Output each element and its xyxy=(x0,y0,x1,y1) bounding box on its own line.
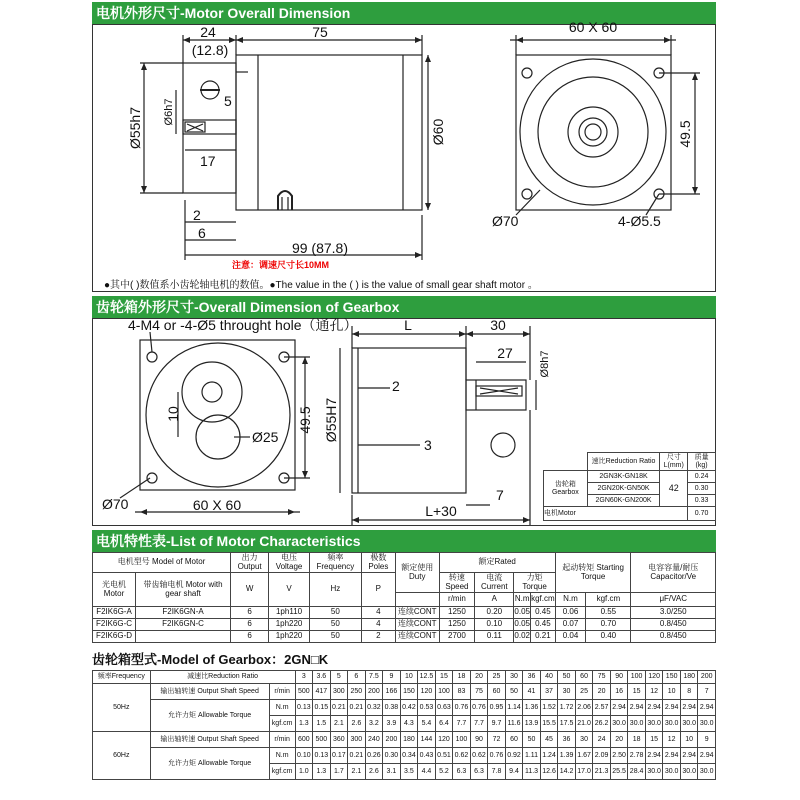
dim-4-5-5: 4-Ø5.5 xyxy=(618,213,661,229)
gearbox-model-table: 频率Frequency 减速比Reduction Ratio 3 3.6 5 6 7.5 9 10 12.5 15 18 20 25 30 36 40 50 60 75 90 100 120 150 180 200 50Hz 输出轴转速 Output Shaft Speed r/min 500 417 300 250 200 166 150 120 100 83 75 60 50 41 37 30 25 20 16 15 12 10 8 7 允许力矩 Allowable Torque N.m 0.13 0.15 0.21 0.21 0.32 0.38 0.42 0.53 0.63 0.76 0.76 0.95 1.14 1.36 1.52 1.72 2.06 2.57 2.94 2.94 2.94 2.94 2.94 2.94 kgf.cm 1.3 1.5 2.1 2.6 3.2 3.9 4.3 5.4 6.4 7.7 7.7 9.7 11.6 13.9 15.5 17.5 21.0 26.2 30.0 30.0 30.0 30.0 30.0 30.0 60Hz 输出轴转速 Output Shaft Speed r/min 600 500 360 300 240 200 180 144 120 100 90 72 60 50 45 36 30 24 20 18 15 12 10 9 允许力矩 Allowable Torque N.m 0.10 0.13 0.17 0.21 0.26 0.30 0.34 0.43 0.51 0.62 0.62 0.76 0.92 1.11 1.24 1.39 1.67 2.09 2.50 2.78 2.94 2.94 2.94 2.94 kgf.cm 1.0 1.3 1.7 2.1 2.6 3.1 3.5 4.4 5.2 6.3 6.3 7.8 9.4 11.3 12.6 14.2 17.0 21.3 25.5 28.4 30.0 30.0 30.0 30.0 xyxy=(92,670,716,780)
section3-title: 电机特性表-List of Motor Characteristics xyxy=(92,530,716,552)
dim-L30: L+30 xyxy=(425,503,457,519)
dim-30: 30 xyxy=(490,317,506,333)
dim-10: 10 xyxy=(165,406,181,422)
gearbox-ratio-table: 速比Reduction Ratio 尺寸 L(mm) 质量 (kg) 齿轮箱 Gearbox 2GN3K-GN18K 42 0.24 2GN20K-GN50K 0.30 2GN60K-GN200K 0.33 电机Motor 0.70 xyxy=(543,452,716,521)
dim-2: 2 xyxy=(193,207,201,223)
gearbox-torque-nm-row: 允许力矩 Allowable Torque N.m 0.10 0.13 0.17 0.21 0.26 0.30 0.34 0.43 0.51 0.62 0.62 0.76 0.92 1.11 1.24 1.39 1.67 2.09 2.50 2.78 2.94 2.94 2.94 2.94 xyxy=(93,748,716,764)
gearbox-torque-nm-row: 允许力矩 Allowable Torque N.m 0.13 0.15 0.21 0.21 0.32 0.38 0.42 0.53 0.63 0.76 0.76 0.95 1.14 1.36 1.52 1.72 2.06 2.57 2.94 2.94 2.94 2.94 2.94 2.94 xyxy=(93,700,716,716)
dim-5: 5 xyxy=(224,93,232,109)
dim-49-5: 49.5 xyxy=(677,120,693,148)
dim-27: 27 xyxy=(497,345,513,361)
motor-characteristics-table: 电机型号 Model of Motor 出力 Output 电压 Voltage 频率 Frequency 极数 Poles 额定使用 Duty 额定Rated 起动转矩 Starting Torque 电容容量/耐压 Capacitor/Ve 光电机 Motor 带齿轴电机 Motor with gear shaft W V Hz P 转速Speed 电流Current 力矩Torque r/min A N.m kgf.cm N.m kgf.cm μF/VAC F2IK6G-A F2IK6GN-A 6 1ph110 50 4 连续CONT 1250 0.20 0.05 0.45 0.06 0.55 3.0/250 F2IK6G-C F2IK6GN-C 6 1ph220 50 4 连续CONT 1250 0.10 0.05 0.45 0.07 0.70 0.8/450 F2IK6G-D 6 1ph220 50 2 连续CONT 2700 0.11 0.02 0.21 0.04 0.40 0.8/450 xyxy=(92,552,716,643)
motor-row: F2IK6G-A F2IK6GN-A 6 1ph110 50 4 连续CONT 1250 0.20 0.05 0.45 0.06 0.55 3.0/250 xyxy=(93,607,716,619)
dim-24: 24 xyxy=(200,24,216,40)
gearbox-speed-row: 50Hz 输出轴转速 Output Shaft Speed r/min 500 417 300 250 200 166 150 120 100 83 75 60 50 41 37 30 25 20 16 15 12 10 8 7 xyxy=(93,684,716,700)
dim-L: L xyxy=(404,317,412,333)
dim-70: Ø70 xyxy=(492,213,519,229)
dim-17: 17 xyxy=(200,153,216,169)
dim-55h7: Ø55h7 xyxy=(127,106,143,150)
dim-99: 99 (87.8) xyxy=(291,240,349,256)
dim-holes: 4-M4 or -4-Ø5 throught hole（通孔） xyxy=(128,317,358,333)
motor-row: F2IK6G-D 6 1ph220 50 2 连续CONT 2700 0.11 0.02 0.21 0.04 0.40 0.8/450 xyxy=(93,631,716,643)
dim-3: 3 xyxy=(424,437,432,453)
section1-title: 电机外形尺寸-Motor Overall Dimension xyxy=(92,2,716,24)
gearbox-torque-kgf-row: kgf.cm 1.0 1.3 1.7 2.1 2.6 3.1 3.5 4.4 5.2 6.3 6.3 7.8 9.4 11.3 12.6 14.2 17.0 21.3 25.5 28.4 30.0 30.0 30.0 30.0 xyxy=(93,764,716,780)
dim-60x60-gear: 60 X 60 xyxy=(192,497,242,513)
bracket-value-note: ●其中( )数值系小齿轮轴电机的数值。●The value in the ( ) is the value of small gear shaft motor 。 xyxy=(104,280,538,291)
speed-control-note: 注意：调速尺寸长10MM xyxy=(232,260,330,270)
gearbox-torque-kgf-row: kgf.cm 1.3 1.5 2.1 2.6 3.2 3.9 4.3 5.4 6.4 7.7 7.7 9.7 11.6 13.9 15.5 17.5 21.0 26.2 30.0 30.0 30.0 30.0 30.0 30.0 xyxy=(93,716,716,732)
dim-49-5-gear: 49.5 xyxy=(297,406,313,434)
dim-60x60: 60 X 60 xyxy=(568,19,618,35)
section2-title: 齿轮箱外形尺寸-Overall Dimension of Gearbox xyxy=(92,296,716,318)
motor-row: F2IK6G-C F2IK6GN-C 6 1ph220 50 4 连续CONT 1250 0.10 0.05 0.45 0.07 0.70 0.8/450 xyxy=(93,619,716,631)
dim-60: Ø60 xyxy=(430,118,446,146)
dim-75: 75 xyxy=(312,24,328,40)
dim-6h7: Ø6h7 xyxy=(163,98,175,126)
gearbox-speed-row: 60Hz 输出轴转速 Output Shaft Speed r/min 600 500 360 300 240 200 180 144 120 100 90 72 60 50 45 36 30 24 20 18 15 12 10 9 xyxy=(93,732,716,748)
dim-70-gear: Ø70 xyxy=(102,496,129,512)
dim-6: 6 xyxy=(198,225,206,241)
section4-title: 齿轮箱型式-Model of Gearbox：2GN□K xyxy=(92,652,329,667)
dim-25: Ø25 xyxy=(252,429,279,445)
dim-7: 7 xyxy=(496,487,504,503)
dim-12-8: (12.8) xyxy=(191,42,229,58)
dim-2-gear: 2 xyxy=(392,378,400,394)
dim-55h7-gear: Ø55H7 xyxy=(323,397,339,443)
dim-8h7: Ø8h7 xyxy=(539,350,551,378)
